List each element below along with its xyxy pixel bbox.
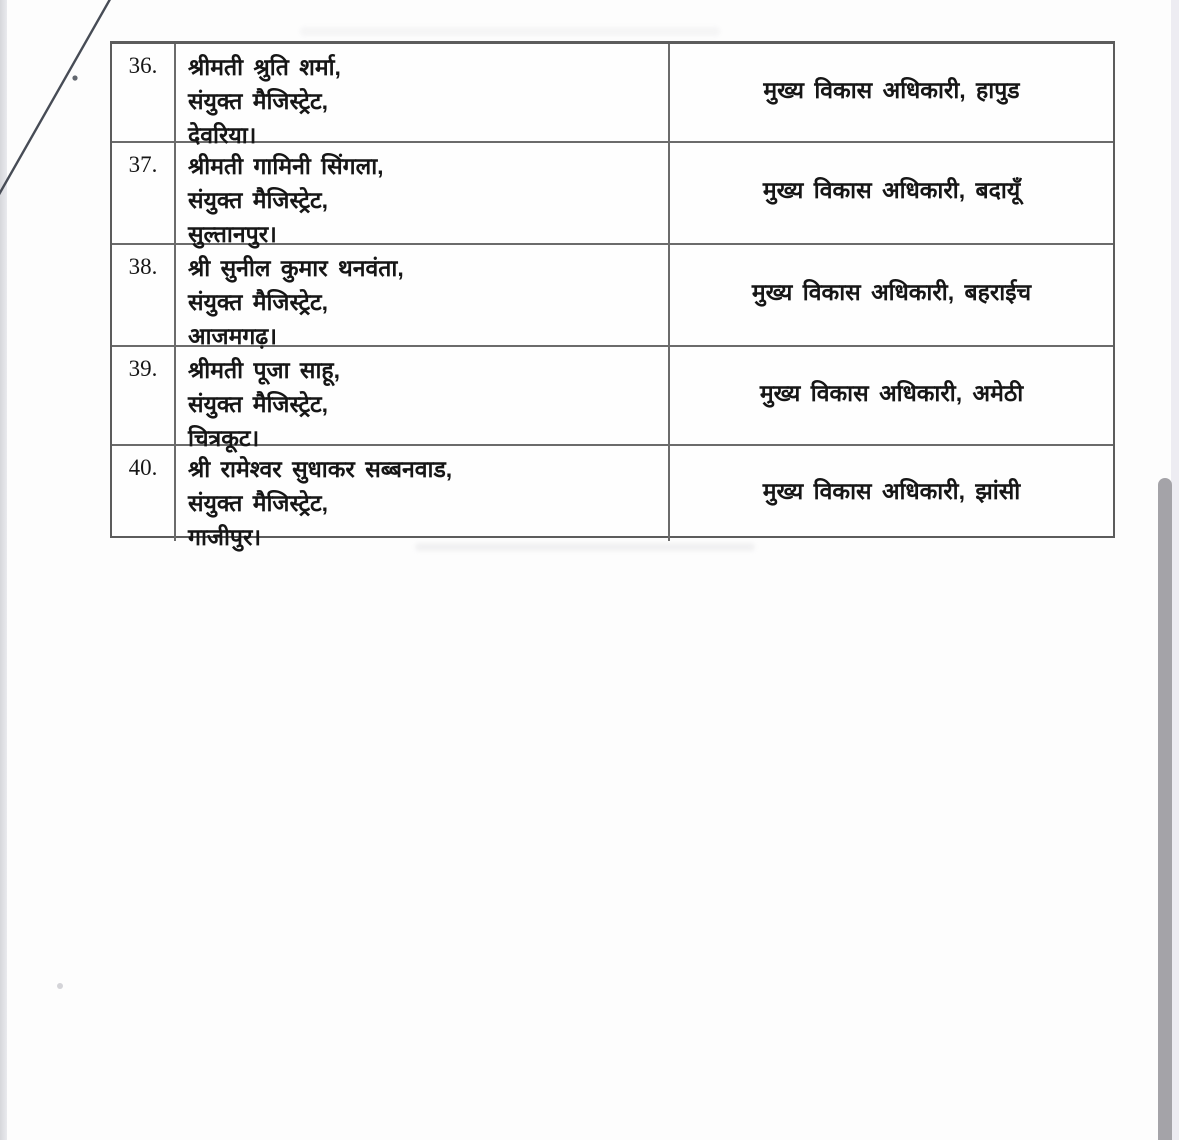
officer-name: श्रीमती गामिनी सिंगला, (188, 153, 384, 179)
table-row (112, 44, 1113, 148)
officer-district: सुल्तानपुर। (188, 221, 277, 247)
new-posting-cell: मुख्य विकास अधिकारी, हापुड (763, 76, 1020, 103)
officer-transfer-table (110, 41, 1115, 550)
scrollbar-track[interactable] (1171, 0, 1179, 1140)
new-posting-cell: मुख्य विकास अधिकारी, बहराईच (751, 279, 1032, 305)
officer-designation: संयुक्त मैजिस्ट्रेट, (188, 88, 329, 114)
officer-district: आजमगढ़। (188, 323, 277, 349)
officer-name: श्रीमती पूजा साहू, (188, 357, 341, 383)
new-posting-cell: मुख्य विकास अधिकारी, बदायूँ (762, 177, 1021, 203)
officer-name: श्री सुनील कुमार थनवंता, (188, 255, 404, 281)
scan-smudge (415, 543, 755, 551)
serial-number: 36. (112, 44, 176, 141)
officer-name: श्रीमती श्रुति शर्मा, (188, 54, 341, 80)
serial-number: 38. (112, 245, 176, 345)
table-row (112, 245, 1113, 347)
officer-district: चित्रकूट। (188, 425, 260, 451)
serial-number: 37. (112, 143, 176, 243)
scrollbar-thumb[interactable] (1158, 478, 1172, 1140)
scan-left-edge-strip (0, 0, 7, 1140)
officer-details-cell (176, 347, 670, 451)
table-row (112, 446, 1113, 550)
table-row (112, 143, 1113, 245)
serial-number: 39. (112, 347, 176, 444)
officer-details-cell (176, 143, 670, 247)
officer-details-cell (176, 446, 670, 550)
officer-details-cell (176, 245, 670, 349)
new-posting-cell: मुख्य विकास अधिकारी, झांसी (762, 477, 1021, 504)
scan-speck (57, 983, 63, 989)
serial-number: 40. (112, 446, 176, 541)
officer-district: देवरिया। (188, 122, 257, 148)
officer-district: गाजीपुर। (188, 524, 262, 550)
officer-designation: संयुक्त मैजिस्ट्रेट, (188, 391, 329, 417)
scan-smudge (300, 27, 720, 36)
officer-details-cell (176, 44, 670, 148)
new-posting-cell: मुख्य विकास अधिकारी, अमेठी (759, 379, 1024, 406)
officer-designation: संयुक्त मैजिस्ट्रेट, (188, 187, 329, 213)
table-row (112, 347, 1113, 451)
officer-name: श्री रामेश्वर सुधाकर सब्बनवाड, (188, 456, 453, 482)
officer-designation: संयुक्त मैजिस्ट्रेट, (188, 289, 329, 315)
officer-designation: संयुक्त मैजिस्ट्रेट, (188, 490, 329, 516)
